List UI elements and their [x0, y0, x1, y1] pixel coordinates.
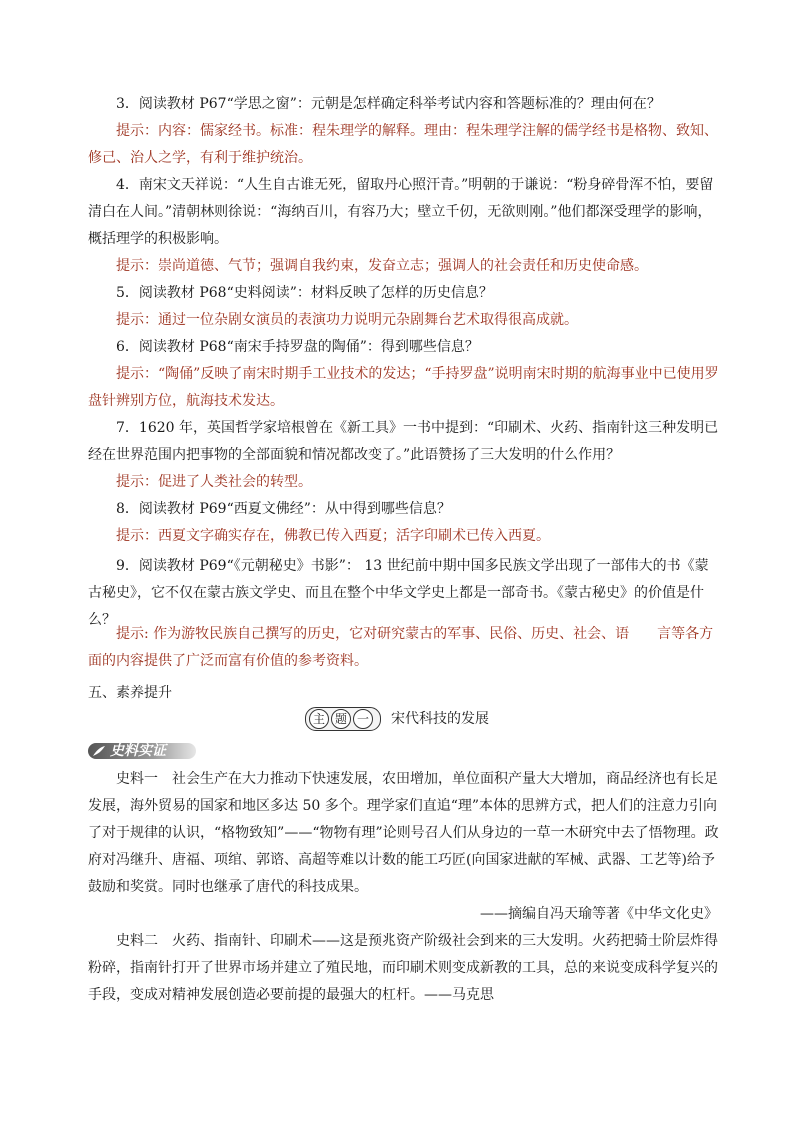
- feather-icon: [92, 745, 106, 757]
- hint-7: 提示：促进了人类社会的转型。: [116, 474, 312, 490]
- evidence-label: 史料实证: [110, 743, 166, 759]
- hint-9: 提示: 作为游牧民族自己撰写的历史，它对研究蒙古的军事、民俗、历史、社会、语 言等各方面的内容提供了广泛而富有价值的参考资料。: [88, 626, 714, 669]
- theme-badge-char-1: 主: [309, 709, 329, 729]
- question-6: 6．阅读教材 P68“南宋手持罗盘的陶俑”：得到哪些信息？: [116, 339, 479, 355]
- hint-6: 提示：“陶俑”反映了南宋时期手工业技术的发达；“手持罗盘”说明南宋时期的航海事业中已使用罗盘针辨别方位，航海技术发达。: [88, 366, 719, 409]
- theme-badge-char-2: 题: [331, 709, 351, 729]
- hint-8: 提示：西夏文字确实存在，佛教已传入西夏；活字印刷术已传入西夏。: [116, 528, 550, 544]
- question-4: 4．南宋文天祥说：“人生自古谁无死，留取丹心照汗青。”明朝的于谦说：“粉身碎骨浑不怕，要留清白在人间。”清朝林则徐说：“海纳百川，有容乃大；壁立千仞，无欲则刚。”他们都深受理学的影响，概括理学的积极影响。: [88, 177, 714, 247]
- hint-5: 提示：通过一位杂剧女演员的表演功力说明元杂剧舞台艺术取得很高成就。: [116, 312, 578, 328]
- material-2: 史料二 火药、指南针、印刷术——这是预兆资产阶级社会到来的三大发明。火药把骑士阶层炸得粉碎，指南针打开了世界市场并建立了殖民地，而印刷术则变成新教的工具，总的来说变成科学复兴的手段，变成对精神发展创造必要前提的最强大的杠杆。——马克思: [88, 933, 718, 1003]
- hint-3: 提示：内容：儒家经书。标准：程朱理学的解释。理由：程朱理学注解的儒学经书是格物、致知、修己、治人之学，有利于维护统治。: [88, 123, 718, 166]
- evidence-label-banner: [88, 741, 198, 761]
- theme-badge-char-3: 一: [353, 709, 373, 729]
- material-1: 史料一 社会生产在大力推动下快速发展，农田增加，单位面积产量大大增加，商品经济也有长足发展，海外贸易的国家和地区多达 50 多个。理学家们直追“理”本体的思辨方式，把人们的注意力引向了对于规律的认识，“格物致知”——“物物有理”论则号召人们从身边的一草一木研究中去了悟物理。政府对冯继升、唐福、项绾、郭谘、高超等难以计数的能工巧匠(向国家进献的军械、武器、工艺等)给予鼓励和奖赏。同时也继承了唐代的科技成果。: [88, 771, 719, 895]
- question-3: 3．阅读教材 P67“学思之窗”：元朝是怎样确定科举考试内容和答题标准的？理由何在？: [116, 96, 661, 112]
- hint-4: 提示：崇尚道德、气节；强调自我约束，发奋立志；强调人的社会责任和历史使命感。: [116, 258, 648, 274]
- theme-heading: [0, 707, 794, 731]
- theme-badge: [305, 707, 381, 731]
- question-9: 9．阅读教材 P69“《元朝秘史》书影”： 13 世纪前中期中国多民族文学出现了一部伟大的书《蒙古秘史》，它不仅在蒙古族文学史、而且在整个中华文学史上都是一部奇书。《蒙古秘史》的价值是什么？: [88, 558, 709, 628]
- section-title: 五、素养提升: [88, 685, 172, 701]
- question-8: 8．阅读教材 P69“西夏文佛经”：从中得到哪些信息？: [116, 501, 451, 517]
- question-7: 7．1620 年，英国哲学家培根曾在《新工具》一书中提到：“印刷术、火药、指南针这三种发明已经在世界范围内把事物的全部面貌和情况都改变了。”此语赞扬了三大发明的什么作用？: [88, 420, 719, 463]
- question-5: 5．阅读教材 P68“史料阅读”：材料反映了怎样的历史信息？: [116, 285, 493, 301]
- material-1-source: ——摘编自冯天瑜等著《中华文化史》: [480, 906, 718, 922]
- theme-title: 宋代科技的发展: [391, 711, 489, 727]
